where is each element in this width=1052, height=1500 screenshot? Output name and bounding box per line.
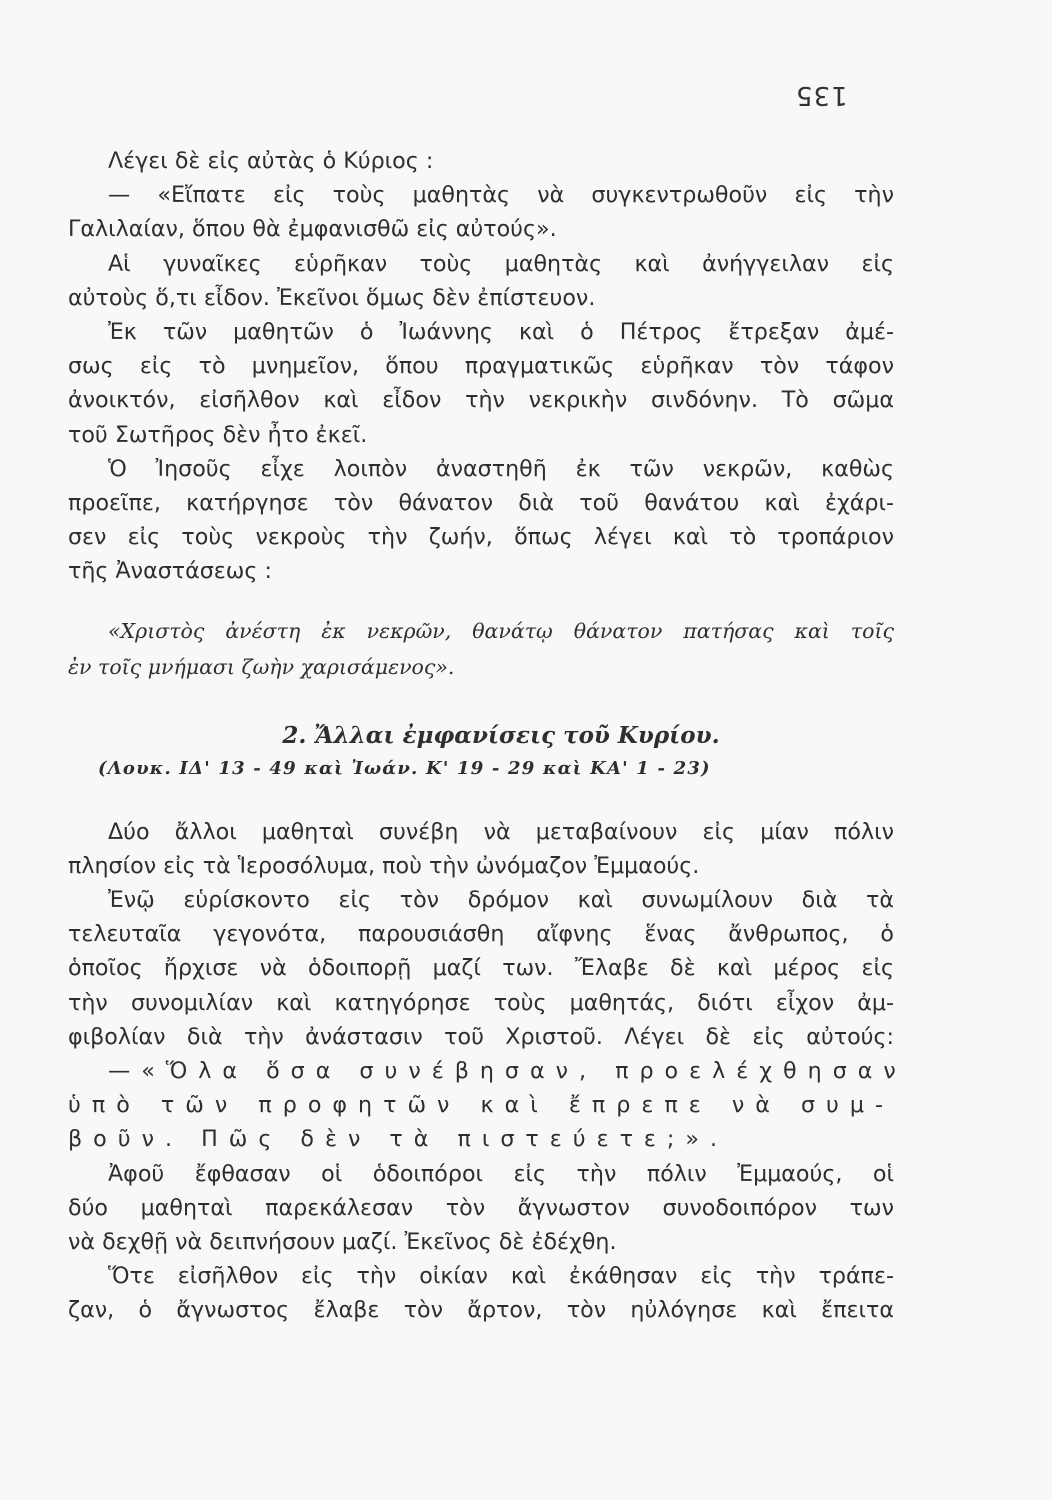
text-line: — «Εἴπατε εἰς τοὺς μαθητὰς νὰ συγκεντρωθοῦν εἰς τὴν xyxy=(108,182,894,209)
text-line: νὰ δεχθῇ νὰ δειπνήσουν μαζί. Ἐκεῖνος δὲ ἐδέχθη. xyxy=(68,1229,617,1256)
text-line: τὴν συνομιλίαν καὶ κατηγόρησε τοὺς μαθητάς, διότι εἶχον ἀμ- xyxy=(68,989,894,1016)
text-line: Γαλιλαίαν, ὅπου θὰ ἐμφανισθῶ εἰς αὐτούς». xyxy=(68,216,557,243)
text-line: φιβολίαν διὰ τὴν ἀνάστασιν τοῦ Χριστοῦ. Λέγει δὲ εἰς αὐτούς: xyxy=(68,1023,894,1050)
text-line: δύο μαθηταὶ παρεκάλεσαν τὸν ἄγνωστον συνοδοιπόρον των xyxy=(68,1194,894,1221)
spaced-quote-line: ὑπὸ τῶν προφητῶν καὶ ἔπρεπε νὰ συμ- xyxy=(68,1092,894,1119)
section-reference: (Λουκ. ΙΔ' 13 - 49 καὶ Ἰωάν. Κ' 19 - 29 καὶ ΚΑ' 1 - 23) xyxy=(98,757,711,779)
text-line: Ἀφοῦ ἔφθασαν οἱ ὁδοιπόροι εἰς τὴν πόλιν Ἐμμαούς, οἱ xyxy=(108,1160,894,1187)
text-line: Αἱ γυναῖκες εὑρῆκαν τοὺς μαθητὰς καὶ ἀνήγγειλαν εἰς xyxy=(108,250,894,277)
text-line: σως εἰς τὸ μνημεῖον, ὅπου πραγματικῶς εὑρῆκαν τὸν τάφον xyxy=(68,353,894,380)
page-body xyxy=(68,144,907,1328)
text-line: Δύο ἄλλοι μαθηταὶ συνέβη νὰ μεταβαίνουν εἰς μίαν πόλιν xyxy=(108,818,894,845)
text-line: Ὅτε εἰσῆλθον εἰς τὴν οἰκίαν καὶ ἐκάθησαν εἰς τὴν τράπε- xyxy=(108,1263,894,1290)
text-line: Ἐκ τῶν μαθητῶν ὁ Ἰωάννης καὶ ὁ Πέτρος ἔτρεξαν ἀμέ- xyxy=(108,319,894,346)
troparion-quote xyxy=(68,613,894,685)
text-line: ὁποῖος ἤρχισε νὰ ὁδοιπορῇ μαζί των. Ἔλαβε δὲ καὶ μέρος εἰς xyxy=(68,955,894,982)
text-line: ἀνοικτόν, εἰσῆλθον καὶ εἶδον τὴν νεκρικὴν σινδόνην. Τὸ σῶμα xyxy=(68,387,894,414)
spaced-quote-line: —«Ὅλα ὅσα συνέβησαν, προελέχθησαν xyxy=(108,1058,907,1085)
section-heading: 2. Ἄλλαι ἐμφανίσεις τοῦ Κυρίου. xyxy=(282,721,720,749)
text-line: τῆς Ἀναστάσεως : xyxy=(68,558,272,585)
text-line: τελευταῖα γεγονότα, παρουσιάσθη αἴφνης ἕνας ἄνθρωπος, ὁ xyxy=(68,921,894,948)
quote-line: «Χριστὸς ἀνέστη ἐκ νεκρῶν, θανάτῳ θάνατον πατήσας καὶ τοῖς xyxy=(108,618,894,643)
text-line: προεῖπε, κατήργησε τὸν θάνατον διὰ τοῦ θανάτου καὶ ἐχάρι- xyxy=(68,490,894,517)
text-line: Λέγει δὲ εἰς αὐτὰς ὁ Κύριος : xyxy=(108,148,434,174)
text-line: σεν εἰς τοὺς νεκροὺς τὴν ζωήν, ὅπως λέγει καὶ τὸ τροπάριον xyxy=(68,524,894,551)
spaced-quote-line: βοῦν. Πῶς δὲν τὰ πιστεύετε;». xyxy=(68,1126,729,1153)
text-line: Ἐνῷ εὑρίσκοντο εἰς τὸν δρόμον καὶ συνωμίλουν διὰ τὰ xyxy=(108,887,894,914)
text-line: ζαν, ὁ ἄγνωστος ἔλαβε τὸν ἄρτον, τὸν ηὐλόγησε καὶ ἔπειτα xyxy=(68,1297,894,1324)
text-line: τοῦ Σωτῆρος δὲν ἦτο ἐκεῖ. xyxy=(68,421,368,448)
quote-line: ἐν τοῖς μνήμασι ζωὴν χαρισάμενος». xyxy=(68,654,455,679)
text-line: αὐτοὺς ὅ,τι εἶδον. Ἐκεῖνοι ὅμως δὲν ἐπίστευον. xyxy=(68,284,596,311)
text-line: Ὁ Ἰησοῦς εἶχε λοιπὸν ἀναστηθῆ ἐκ τῶν νεκρῶν, καθὼς xyxy=(108,455,894,482)
page-number: 135 xyxy=(795,80,848,110)
text-line: πλησίον εἰς τὰ Ἱεροσόλυμα, ποὺ τὴν ὠνόμαζον Ἐμμαούς. xyxy=(68,852,700,879)
